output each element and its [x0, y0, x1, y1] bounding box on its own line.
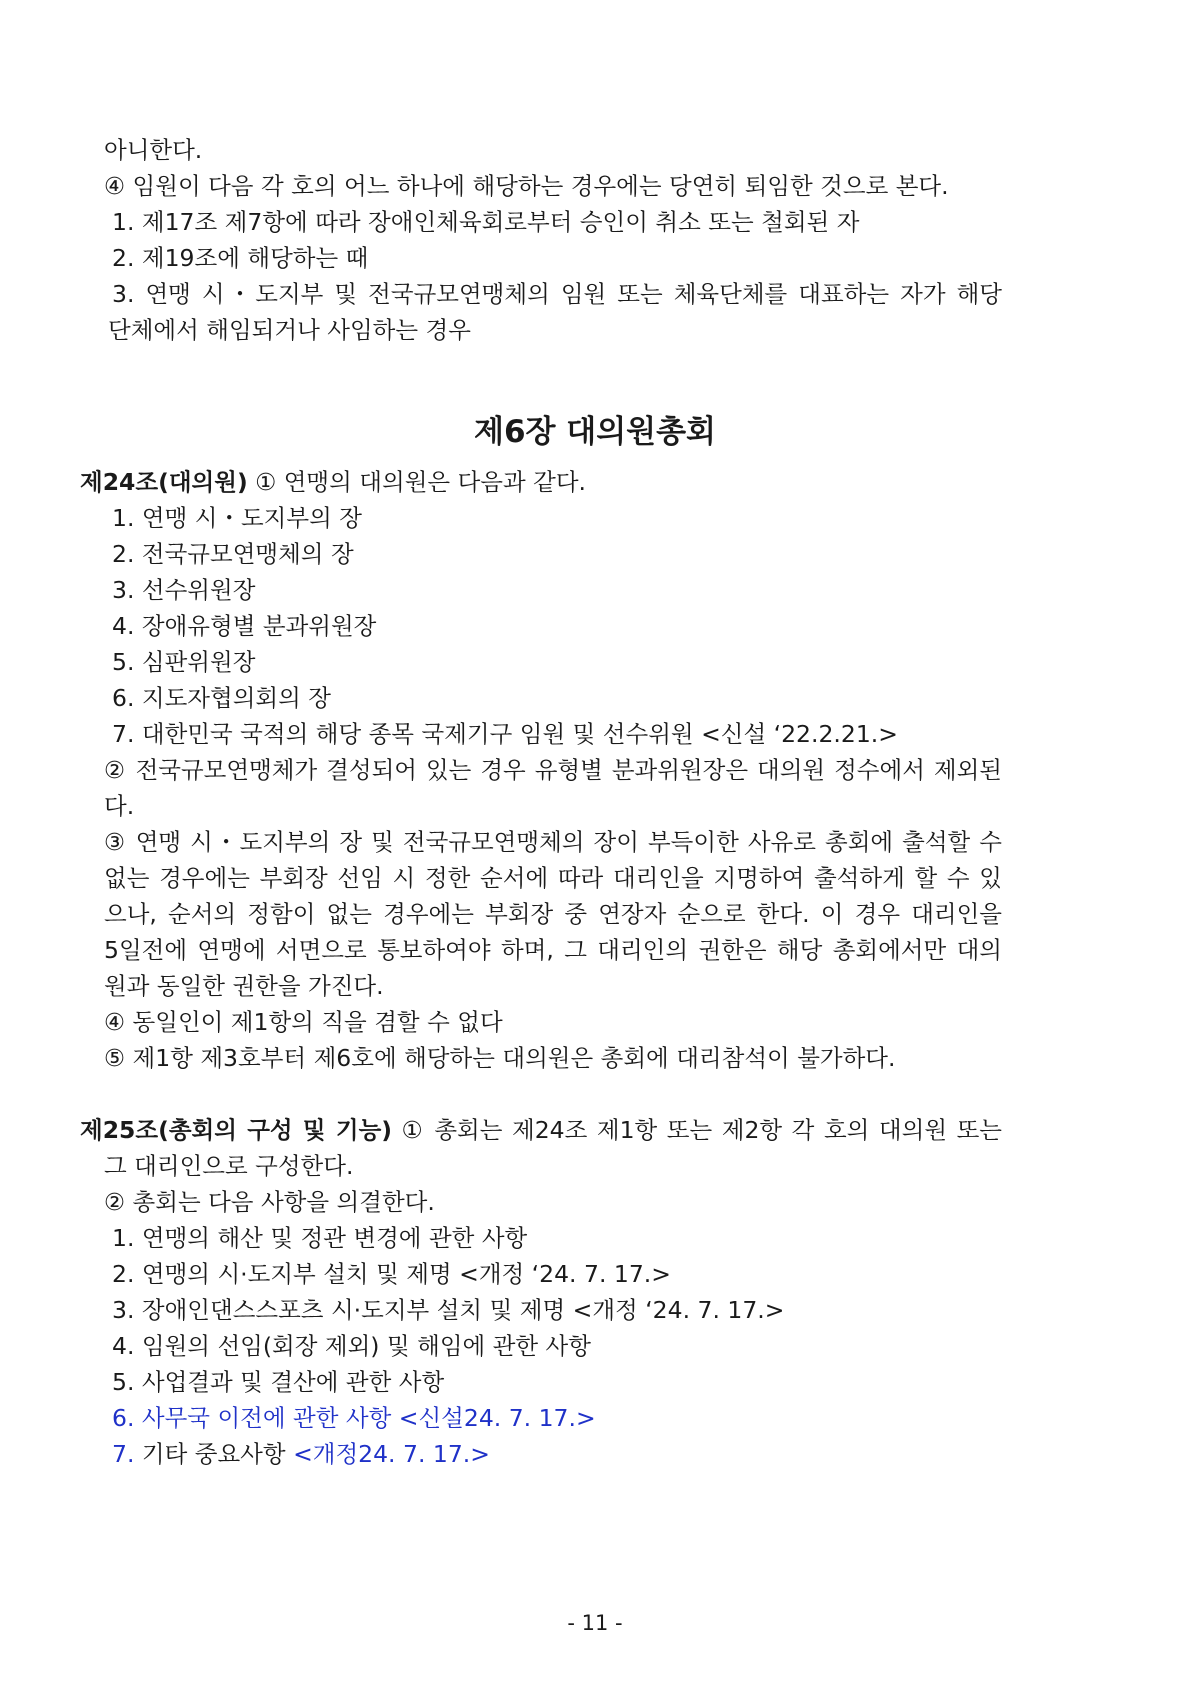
article-24-clause-5: ⑤ 제1항 제3호부터 제6호에 해당하는 대의원은 총회에 대리참석이 불가하다. [104, 1044, 896, 1072]
article-24-item: 6. 지도자협의회의 장 [112, 684, 331, 712]
article-25-item: 3. 장애인댄스스포츠 시·도지부 설치 및 제명 <개정 ‘24. 7. 17.> [112, 1296, 785, 1324]
article-24-clause-1: ① 연맹의 대의원은 다음과 같다. [255, 468, 587, 496]
prev-item-2: 2. 제19조에 해당하는 때 [112, 244, 369, 272]
prev-item-1: 1. 제17조 제7항에 따라 장애인체육회로부터 승인이 취소 또는 철회된 자 [112, 208, 860, 236]
article-24-first-line [80, 463, 586, 501]
article-24-item: 1. 연맹 시・도지부의 장 [112, 504, 362, 532]
prev-clause-4: ④ 임원이 다음 각 호의 어느 하나에 해당하는 경우에는 당연히 퇴임한 것으로 본다. [104, 172, 949, 200]
article-25-item-7 [112, 1435, 490, 1473]
article-24-item: 7. 대한민국 국적의 해당 종목 국제기구 임원 및 선수위원 <신설 ‘22.2.21.> [112, 720, 898, 748]
article-24-heading: 제24조(대의원) [80, 468, 248, 496]
article-24-item: 5. 심판위원장 [112, 648, 256, 676]
article-24-clause-4: ④ 동일인이 제1항의 직을 겸할 수 없다 [104, 1008, 503, 1036]
prev-item-3: 3. 연맹 시・도지부 및 전국규모연맹체의 임원 또는 체육단체를 대표하는 자가 해당 [112, 280, 1002, 308]
article-25-first-line [80, 1111, 1002, 1149]
article-25-heading: 제25조(총회의 구성 및 기능) [80, 1116, 393, 1144]
article-25-item-6-new: 6. 사무국 이전에 관한 사항 <신설24. 7. 17.> [112, 1404, 596, 1432]
prev-line-1: 아니한다. [104, 136, 203, 164]
item-7-number: 7. [112, 1440, 142, 1468]
page-number: - 11 - [567, 1611, 623, 1635]
article-24-clause-3-cont: 5일전에 연맹에 서면으로 통보하여야 하며, 그 대리인의 권한은 해당 총회에서만 대의 [104, 936, 1002, 964]
chapter-title: 제6장 대의원총회 [474, 414, 716, 450]
article-24-clause-3: ③ 연맹 시・도지부의 장 및 전국규모연맹체의 장이 부득이한 사유로 총회에 출석할 수 [104, 828, 1002, 856]
article-25-item: 5. 사업결과 및 결산에 관한 사항 [112, 1368, 445, 1396]
article-24-item: 2. 전국규모연맹체의 장 [112, 540, 354, 568]
article-25-item: 1. 연맹의 해산 및 정관 변경에 관한 사항 [112, 1224, 528, 1252]
prev-item-3-cont: 단체에서 해임되거나 사임하는 경우 [108, 316, 471, 344]
item-7-text: 기타 중요사항 [141, 1440, 286, 1468]
item-7-amendment-note: <개정24. 7. 17.> [285, 1440, 490, 1468]
article-24-clause-3-cont: 으나, 순서의 정함이 없는 경우에는 부회장 중 연장자 순으로 한다. 이 경우 대리인을 [104, 900, 1002, 928]
article-25-item: 2. 연맹의 시·도지부 설치 및 제명 <개정 ‘24. 7. 17.> [112, 1260, 671, 1288]
article-24-clause-3-cont: 원과 동일한 권한을 가진다. [104, 972, 384, 1000]
article-25-clause-2: ② 총회는 다음 사항을 의결한다. [104, 1188, 435, 1216]
article-25-item: 4. 임원의 선임(회장 제외) 및 해임에 관한 사항 [112, 1332, 591, 1360]
article-25-clause-1-cont: 그 대리인으로 구성한다. [104, 1152, 354, 1180]
article-25-clause-1: ① 총회는 제24조 제1항 또는 제2항 각 호의 대의원 또는 [401, 1116, 1002, 1144]
article-24-item: 4. 장애유형별 분과위원장 [112, 612, 377, 640]
article-24-clause-3-cont: 없는 경우에는 부회장 선임 시 정한 순서에 따라 대리인을 지명하여 출석하게 할 수 있 [104, 864, 1002, 892]
article-24-clause-2: ② 전국규모연맹체가 결성되어 있는 경우 유형별 분과위원장은 대의원 정수에서 제외된 [104, 756, 1002, 784]
article-24-item: 3. 선수위원장 [112, 576, 256, 604]
article-24-clause-2-cont: 다. [104, 792, 135, 820]
